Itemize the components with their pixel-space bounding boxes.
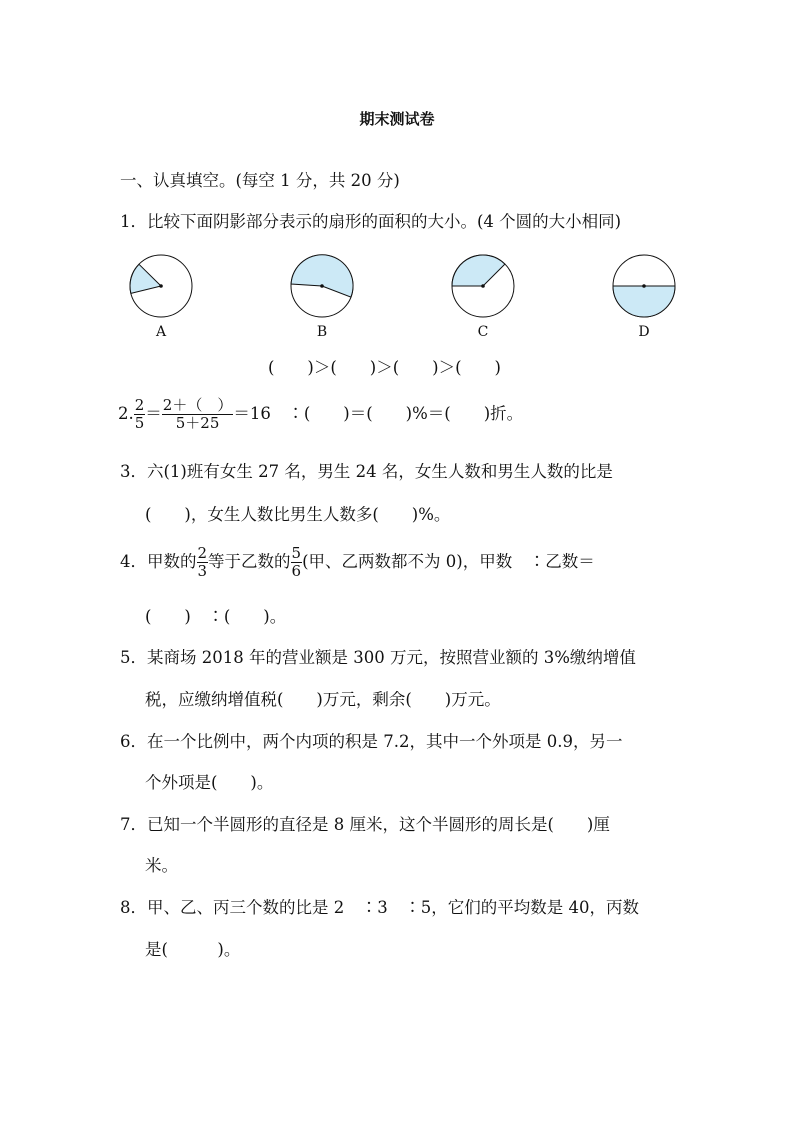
question-7-line-2: 米。 (145, 856, 178, 875)
question-8-line-1: 8．甲、乙、丙三个数的比是 2 ∶3 ∶5，它们的平均数是 40，丙数 (120, 898, 639, 917)
question-1-answer-line: ( )＞( )＞( )＞( ) (268, 358, 501, 377)
fraction-expression: $\frac{2+( )}{5+25}$ (162, 396, 233, 432)
circle-a (130, 255, 192, 317)
question-7-line-1: 7．已知一个半圆形的直径是 8 厘米，这个半圆形的周长是( )厘 (120, 815, 610, 834)
fraction-2-3: $\frac{2}{3}$ (197, 544, 208, 580)
circle-d (613, 255, 675, 317)
question-1-text: 1．比较下面阴影部分表示的扇形的面积的大小。(4 个圆的大小相同) (120, 212, 622, 231)
question-5-line-2: 税，应缴纳增值税( )万元，剩余( )万元。 (145, 690, 501, 709)
fraction-5-6: $\frac{5}{6}$ (291, 544, 302, 580)
fraction-2-5: $\frac{2}{5}$ (134, 396, 145, 432)
sector-circles (120, 250, 690, 330)
question-8-line-2: 是( )。 (145, 940, 241, 959)
question-6-line-2: 个外项是( )。 (145, 773, 274, 792)
question-3-line-2: ( )，女生人数比男生人数多( )%。 (145, 505, 451, 524)
circle-label-a: A (155, 324, 167, 340)
question-6-line-1: 6．在一个比例中，两个内项的积是 7.2，其中一个外项是 0.9，另一 (120, 732, 623, 751)
circle-label-c: C (477, 324, 489, 340)
question-2-number: 2. (118, 404, 134, 423)
question-2: 2. $\frac{2}{5}$ ＝ $\frac{2+( )}{5+25}$ ＝16 ∶( )＝( )%＝( )折。 (118, 396, 524, 432)
circle-b (291, 255, 353, 317)
question-3-line-1: 3．六(1)班有女生 27 名，男生 24 名，女生人数和男生人数的比是 (120, 462, 613, 481)
question-4-line-1: 4．甲数的 $\frac{2}{3}$ 等于乙数的 $\frac{5}{6}$ (甲、乙两数都不为 0)，甲数 ∶乙数＝ (120, 544, 595, 580)
page-title: 期末测试卷 (359, 110, 435, 128)
circle-label-d: D (638, 324, 650, 340)
question-2-rest: ＝16 ∶( )＝( )%＝( )折。 (233, 404, 524, 423)
question-4-line-2: ( ) ∶( )。 (145, 607, 287, 626)
circle-label-b: B (316, 324, 328, 340)
section-heading: 一、认真填空。(每空 1 分，共 20 分) (120, 171, 400, 190)
circle-c (452, 255, 514, 317)
question-5-line-1: 5．某商场 2018 年的营业额是 300 万元，按照营业额的 3%缴纳增值 (120, 648, 636, 667)
